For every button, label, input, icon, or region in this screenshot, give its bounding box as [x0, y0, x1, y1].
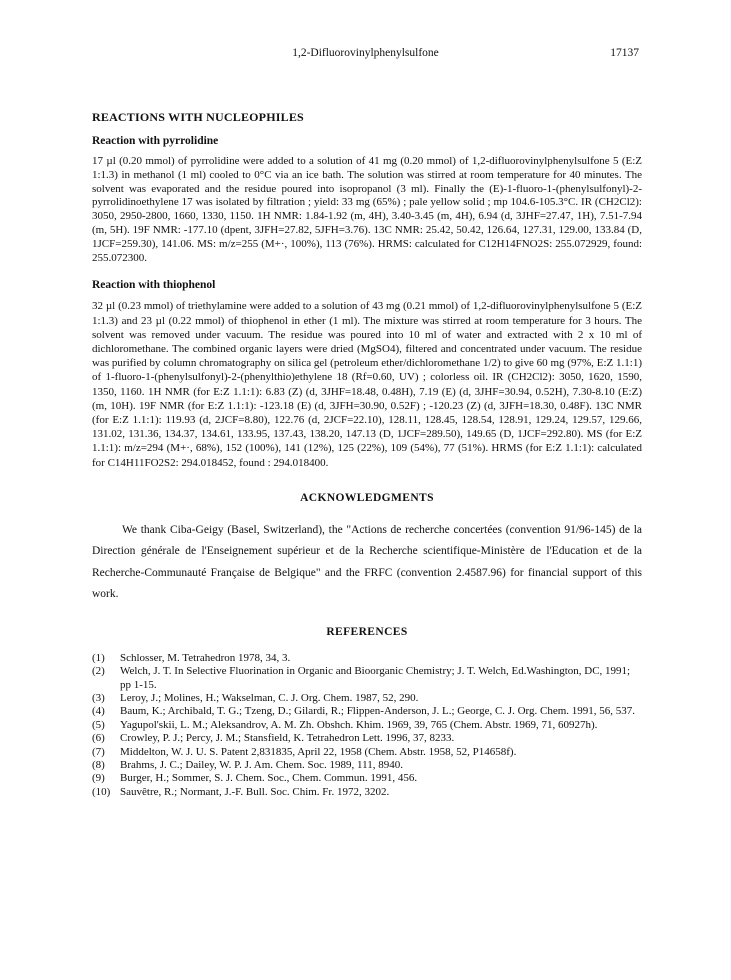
reference-list: [92, 652, 642, 799]
reference-item: [92, 772, 642, 785]
reference-number: (10): [92, 785, 111, 798]
reference-text: Sauvêtre, R.; Normant, J.-F. Bull. Soc. Chim. Fr. 1972, 3202.: [120, 785, 390, 798]
reference-number: (4): [92, 705, 105, 718]
reference-number: (2): [92, 665, 105, 678]
reference-number: (9): [92, 772, 105, 785]
reference-item: [92, 665, 642, 692]
reference-item: [92, 705, 642, 718]
reference-item: [92, 692, 642, 705]
reference-item: [92, 732, 642, 745]
reference-item: [92, 719, 642, 732]
running-title: 1,2-Difluorovinylphenylsulfone: [292, 47, 439, 59]
reference-text: Yagupol'skii, L. M.; Aleksandrov, A. M. Zh. Obshch. Khim. 1969, 39, 765 (Chem. Abstr. 1969, 71, 60927h).: [120, 718, 598, 731]
reference-text: Crowley, P. J.; Percy, J. M.; Stansfield, K. Tetrahedron Lett. 1996, 37, 8233.: [120, 732, 455, 745]
paragraph-pyrrolidine: 17 µl (0.20 mmol) of pyrrolidine were added to a solution of 41 mg (0.20 mmol) of 1,2-difluorovinylphenylsulfone 5 (E:Z 1:1.3) in methanol (1 ml) cooled to 0°C via an ice bath. The solution was stirred at room temperature for 40 minutes. The solvent was evaporated and the residue poured into isopropanol (3 ml). Finally the (E)-1-fluoro-1-(phenylsulfonyl)-2-pyrrolidinoethylene 17 was isolated by filtration ; yield: 33 mg (65%) ; pale yellow solid ; mp 104.6-105.3°C. IR (CH2Cl2): 3050, 2950-2800, 1660, 1330, 1150. 1H NMR: 1.84-1.92 (m, 4H), 3.40-3.45 (m, 4H), 6.94 (d, 3JHF=27.47, 1H), 7.51-7.94 (m, 5H). 19F NMR: -177.10 (dpent, 3JFH=27.82, 5JFH=3.76). 13C NMR: 25.42, 50.42, 126.64, 127.31, 129.00, 133.84 (D, 1JCF=259.30), 141.06. MS: m/z=255 (M+·, 100%), 113 (76%). HRMS: calculated for C12H14FNO2S: 255.072929, found: 255.072300.: [92, 155, 642, 264]
reference-item: [92, 759, 642, 772]
reference-text: Baum, K.; Archibald, T. G.; Tzeng, D.; Gilardi, R.; Flippen-Anderson, J. L.; George, C. J. Org. Chem. 1991, 56, 537.: [120, 705, 636, 718]
reference-number: (3): [92, 692, 105, 705]
reference-item: [92, 652, 642, 665]
main-content: [92, 110, 642, 799]
reference-text: Burger, H.; Sommer, S. J. Chem. Soc., Chem. Commun. 1991, 456.: [120, 772, 418, 785]
reference-text: Middelton, W. J. U. S. Patent 2,831835, April 22, 1958 (Chem. Abstr. 1958, 52, P14658f).: [120, 745, 517, 758]
reference-number: (6): [92, 732, 105, 745]
reference-number: (5): [92, 718, 105, 731]
subsection-title-pyrrolidine: Reaction with pyrrolidine: [92, 135, 219, 147]
acknowledgments-heading: ACKNOWLEDGMENTS: [300, 491, 434, 504]
reference-text: Welch, J. T. In Selective Fluorination in Organic and Bioorganic Chemistry; J. T. Welch, Ed.Washington, DC, 1991; pp 1-15.: [120, 665, 631, 691]
reference-text: Schlosser, M. Tetrahedron 1978, 34, 3.: [120, 651, 291, 664]
section-title: REACTIONS WITH NUCLEOPHILES: [92, 110, 304, 124]
reference-text: Leroy, J.; Molines, H.; Wakselman, C. J. Org. Chem. 1987, 52, 290.: [120, 692, 419, 705]
subsection-title-thiophenol: Reaction with thiophenol: [92, 279, 216, 292]
reference-item: [92, 746, 642, 759]
references-heading: REFERENCES: [326, 625, 408, 638]
reference-text: Brahms, J. C.; Dailey, W. P. J. Am. Chem. Soc. 1989, 111, 8940.: [120, 759, 403, 772]
reference-number: (7): [92, 745, 105, 758]
acknowledgments-text: We thank Ciba-Geigy (Basel, Switzerland), the "Actions de recherche concertées (convention 91/96-145) de la Direction générale de l'Enseignement supérieur et de la Recherche scientifique-Ministère de l'Education et de la Recherche-Communauté Française de Belgique" and the FRFC (convention 2.4587.96) for financial support of this work.: [92, 523, 642, 601]
running-header: [92, 47, 639, 63]
reference-item: [92, 786, 642, 799]
page-number: 17137: [610, 47, 639, 59]
reference-number: (1): [92, 651, 105, 664]
reference-number: (8): [92, 759, 105, 772]
paragraph-thiophenol: 32 µl (0.23 mmol) of triethylamine were added to a solution of 43 mg (0.21 mmol) of 1,2-difluorovinylphenylsulfone 5 (E:Z 1:1.3) and 23 µl (0.22 mmol) of thiophenol in ether (1 ml). The mixture was stirred at room temperature for 3 hours. The solvent was removed under vacuum. The residue was poured into 10 ml of water and extracted with 2 x 10 ml of dichloromethane. The combined organic layers were dried (MgSO4), filtered and concentrated under vacuum. The residue was purified by column chromatography on silica gel (petroleum ether/dichloromethane 1/2) to give 60 mg (97%, E:Z 1.1:1) of 1-fluoro-1-(phenylsulfonyl)-2-(phenylthio)ethylene 18 (Rf=0.60, UV) ; colorless oil. IR (CH2Cl2): 3050, 1620, 1590, 1350, 1160. 1H NMR (for E:Z 1.1:1): 6.83 (Z) (d, 3JHF=18.48, 0.48H), 7.19 (E) (d, 3JHF=30.94, 0.52H), 7.30-8.10 (E:Z) (m, 10H). 19F NMR (for E:Z 1.1:1): -123.18 (E) (d, 3JFH=30.90, 0.52F) ; -120.23 (Z) (d, 3JFH=18.30, 0.48F). 13C NMR (for E:Z 1.1:1): 119.93 (d, 2JCF=8.80), 122.76 (d, 2JCF=22.10), 128.11, 128.45, 128.54, 128.91, 129.24, 129.57, 129.66, 131.02, 131.36, 134.37, 134.61, 133.95, 137.43, 138.20, 147.13 (D, 1JCF=289.50), 149.65 (D, 1JCF=292.80). MS (for E:Z 1.1:1): m/z=294 (M+·, 68%), 152 (100%), 141 (12%), 125 (22%), 109 (54%), 77 (51%). HRMS (for E:Z 1.1:1): calculated for C14H11FO2S2: 294.018452, found : 294.018400.: [92, 300, 642, 469]
